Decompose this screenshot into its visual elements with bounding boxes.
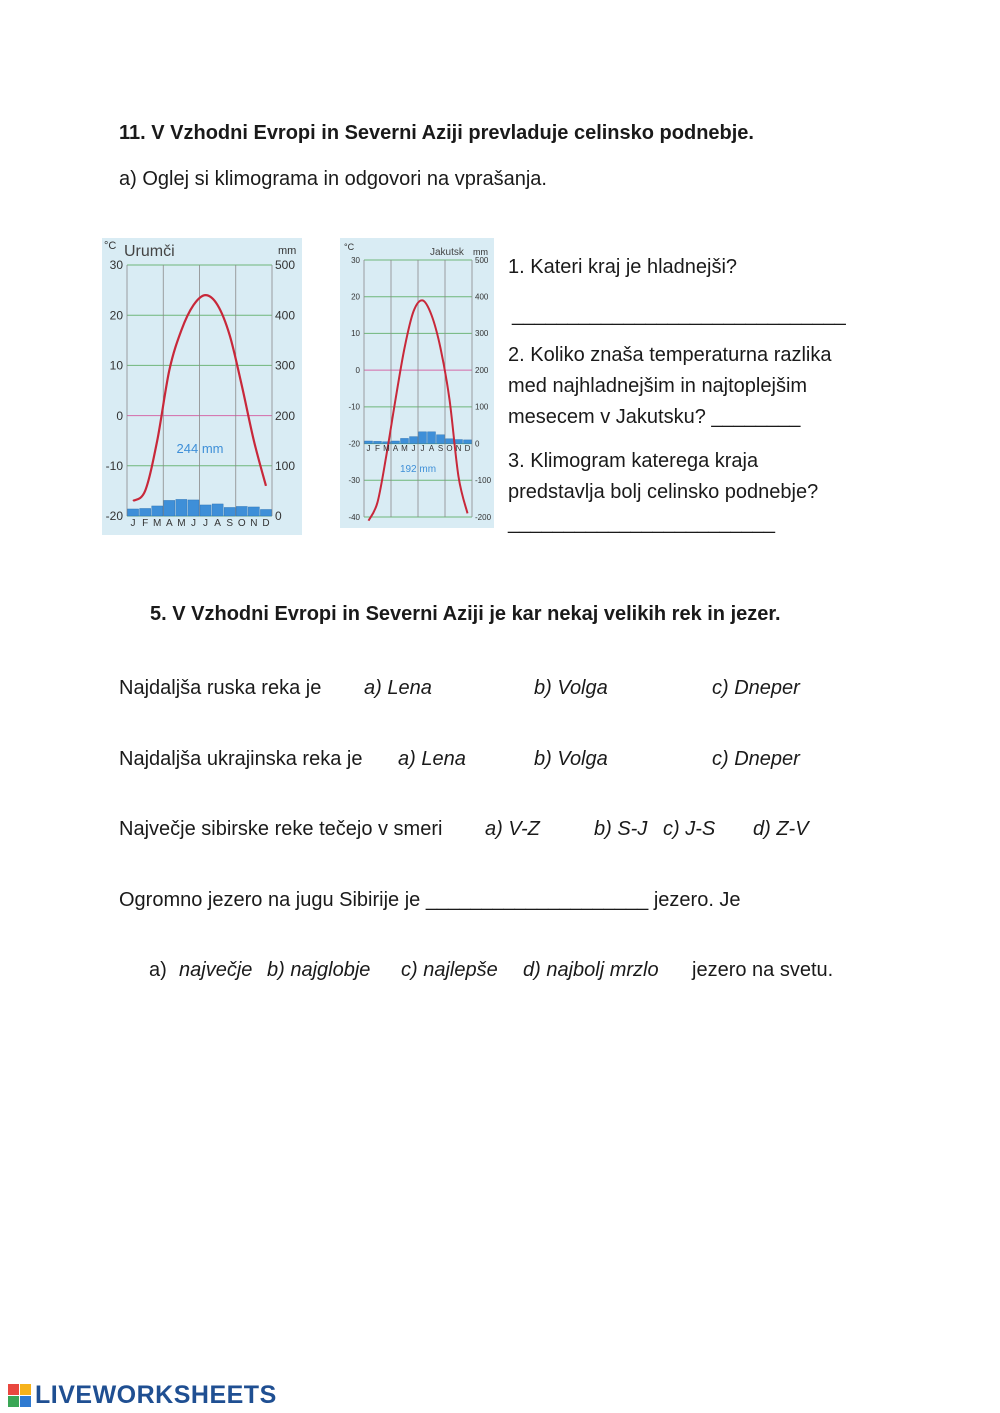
chart-background: [340, 238, 494, 528]
row-3-option-c[interactable]: c) J-S: [663, 818, 716, 840]
row-1-option-a[interactable]: a) Lena: [364, 677, 432, 699]
temp-unit-label: °C: [344, 242, 355, 252]
temp-tick-label: 10: [109, 358, 123, 373]
month-label: J: [190, 518, 196, 529]
precip-bar: [428, 432, 436, 444]
question-2-line-3[interactable]: mesecem v Jakutsku? ________: [508, 406, 801, 428]
exercise-11-instruction: a) Oglej si klimograma in odgovori na vprašanja.: [119, 168, 547, 190]
month-label: M: [177, 518, 186, 529]
temp-tick-label: -20: [348, 439, 360, 449]
precip-bar: [248, 507, 259, 516]
total-precip-label: 244 mm: [176, 441, 224, 456]
logo-blocks-icon: [8, 1384, 32, 1408]
temp-tick-label: 30: [351, 255, 360, 265]
question-2-line-1: 2. Koliko znaša temperaturna razlika: [508, 344, 832, 366]
precip-bar: [236, 506, 247, 516]
precip-bar: [260, 509, 271, 516]
row-3-option-d[interactable]: d) Z-V: [753, 818, 809, 840]
question-3-line-2: predstavlja bolj celinsko podnebje?: [508, 481, 819, 503]
row-1-label: Najdaljša ruska reka je: [119, 677, 322, 699]
month-label: M: [153, 518, 162, 529]
row-5-option-d[interactable]: d) najbolj mrzlo: [523, 959, 659, 981]
row-5-prefix: a): [149, 959, 167, 981]
precip-tick-label: 200: [275, 408, 296, 423]
precip-tick-label: 0: [275, 509, 282, 524]
temp-tick-label: -10: [105, 459, 123, 473]
month-label: D: [262, 518, 270, 529]
row-4-sentence[interactable]: Ogromno jezero na jugu Sibirije je ____________________ jezero. Je: [119, 889, 741, 911]
month-label: N: [250, 518, 258, 529]
temp-tick-label: 20: [351, 292, 360, 302]
month-label: A: [392, 444, 399, 453]
temp-tick-label: 0: [116, 408, 123, 423]
precip-bar: [410, 437, 418, 444]
precip-tick-label: 200: [475, 365, 489, 375]
row-2-option-b[interactable]: b) Volga: [534, 748, 608, 770]
precip-bar: [200, 505, 211, 516]
precip-tick-label: -200: [475, 512, 492, 522]
month-label: J: [420, 444, 425, 453]
exercise-11-title: 11. V Vzhodni Evropi in Severni Aziji prevladuje celinsko podnebje.: [119, 122, 754, 144]
city-name: Jakutsk: [430, 247, 464, 258]
question-2-line-2: med najhladnejšim in najtoplejšim: [508, 375, 808, 397]
temp-tick-label: 30: [109, 258, 123, 273]
temp-tick-label: 0: [355, 365, 360, 375]
month-label: A: [165, 518, 173, 529]
temp-tick-label: -40: [348, 512, 360, 522]
month-label: M: [401, 444, 408, 453]
row-2-option-a[interactable]: a) Lena: [398, 748, 466, 770]
temp-tick-label: 10: [351, 329, 360, 339]
precip-tick-label: 300: [275, 358, 296, 373]
row-1-option-b[interactable]: b) Volga: [534, 677, 608, 699]
precip-tick-label: 100: [275, 459, 296, 473]
precip-bar: [152, 506, 163, 516]
precip-bar: [455, 440, 463, 444]
row-1-option-c[interactable]: c) Dneper: [712, 677, 800, 699]
row-3-label: Največje sibirske reke tečejo v smeri: [119, 818, 443, 840]
precip-bar: [419, 432, 427, 444]
temp-tick-label: -10: [348, 402, 360, 412]
precip-tick-label: 100: [475, 402, 489, 412]
precip-bar: [176, 499, 187, 516]
precip-bar: [188, 500, 199, 516]
climograph-jakutsk: [340, 238, 494, 528]
row-5-option-c[interactable]: c) najlepše: [401, 959, 498, 981]
precip-bar: [446, 439, 454, 444]
month-label: O: [446, 444, 453, 453]
row-3-option-b[interactable]: b) S-J: [594, 818, 648, 840]
row-5-option-a[interactable]: največje: [179, 959, 253, 981]
precip-unit-label: mm: [278, 245, 297, 257]
temp-unit-label: °C: [104, 240, 117, 252]
city-name: Urumči: [124, 243, 175, 260]
month-label: M: [383, 444, 390, 453]
month-label: O: [237, 518, 246, 529]
precip-bar: [140, 508, 151, 516]
precip-bar: [437, 435, 445, 444]
month-label: A: [214, 518, 221, 529]
temp-tick-label: -30: [348, 476, 360, 486]
climograph-urumci: [102, 238, 302, 535]
precip-bar: [128, 509, 139, 516]
total-precip-label: 192 mm: [399, 464, 437, 475]
precip-tick-label: 300: [475, 329, 489, 339]
month-label: N: [455, 444, 462, 453]
temp-tick-label: 20: [109, 308, 123, 323]
question-3-line-1: 3. Klimogram katerega kraja: [508, 450, 759, 472]
precip-tick-label: 500: [275, 258, 296, 273]
month-label: S: [226, 518, 234, 529]
precip-tick-label: 400: [275, 308, 296, 323]
month-label: J: [130, 518, 136, 529]
question-1-answer-blank[interactable]: ______________________________: [512, 304, 846, 326]
precip-bar: [212, 504, 223, 516]
month-label: A: [428, 444, 435, 453]
logo-text: LIVEWORKSHEETS: [35, 1381, 277, 1409]
precip-bar: [401, 438, 409, 443]
exercise-5-title: 5. V Vzhodni Evropi in Severni Aziji je kar nekaj velikih rek in jezer.: [150, 603, 781, 625]
question-3-answer-blank[interactable]: ________________________: [508, 512, 775, 534]
month-label: S: [437, 444, 444, 453]
row-2-label: Najdaljša ukrajinska reka je: [119, 748, 363, 770]
liveworksheets-logo: [8, 1381, 277, 1410]
precip-unit-label: mm: [473, 247, 488, 257]
precip-tick-label: 400: [475, 292, 489, 302]
precip-bar: [164, 500, 175, 516]
precip-tick-label: 0: [475, 439, 480, 449]
month-label: F: [142, 518, 149, 529]
month-label: D: [464, 444, 471, 453]
row-5-option-b[interactable]: b) najglobje: [267, 959, 371, 981]
month-label: J: [411, 444, 416, 453]
precip-bar: [224, 507, 235, 516]
month-label: J: [203, 518, 209, 529]
row-3-option-a[interactable]: a) V-Z: [485, 818, 540, 840]
temp-tick-label: -20: [105, 509, 123, 524]
precip-tick-label: -100: [475, 476, 492, 486]
row-5-suffix: jezero na svetu.: [692, 959, 834, 981]
month-label: F: [375, 444, 380, 453]
precip-tick-label: 500: [475, 255, 489, 265]
month-label: J: [366, 444, 371, 453]
row-2-option-c[interactable]: c) Dneper: [712, 748, 800, 770]
question-1: 1. Kateri kraj je hladnejši?: [508, 256, 738, 278]
